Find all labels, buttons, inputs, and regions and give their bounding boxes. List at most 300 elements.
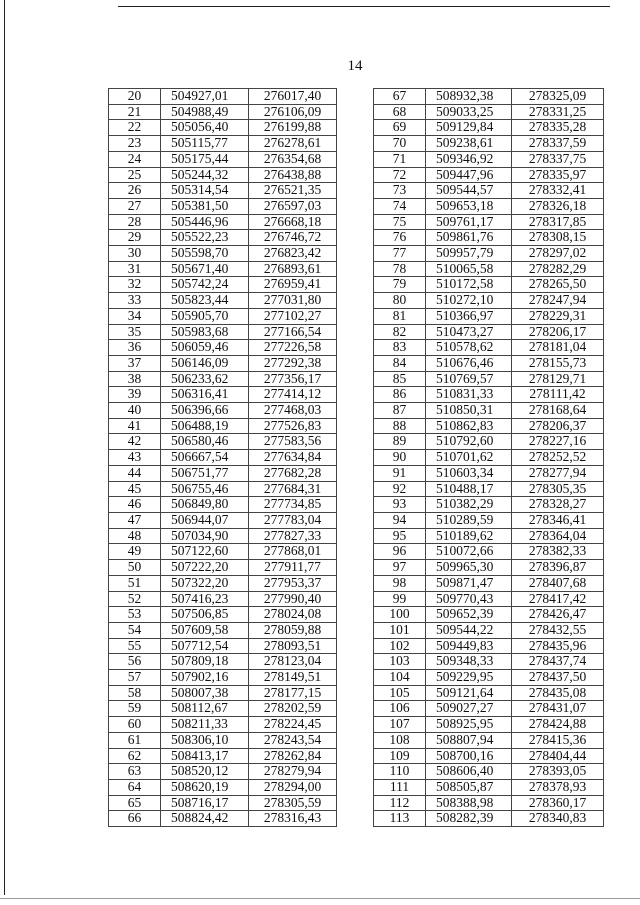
y-coordinate-cell: 278335,28 xyxy=(512,120,604,136)
point-number-cell: 90 xyxy=(374,450,426,466)
x-coordinate-cell: 507322,20 xyxy=(161,575,249,591)
y-coordinate-cell: 277583,56 xyxy=(249,434,337,450)
y-coordinate-cell: 277684,31 xyxy=(249,481,337,497)
table-row xyxy=(374,701,604,717)
x-coordinate-cell: 507902,16 xyxy=(161,670,249,686)
x-coordinate-cell: 504927,01 xyxy=(161,89,249,105)
y-coordinate-cell: 277102,27 xyxy=(249,308,337,324)
x-coordinate-cell: 509770,43 xyxy=(426,591,512,607)
point-number-cell: 100 xyxy=(374,607,426,623)
point-number-cell: 38 xyxy=(109,371,161,387)
table-row xyxy=(374,607,604,623)
table-row xyxy=(109,560,337,576)
y-coordinate-cell: 278177,15 xyxy=(249,685,337,701)
x-coordinate-cell: 508824,42 xyxy=(161,811,249,827)
x-coordinate-cell: 505522,23 xyxy=(161,230,249,246)
point-number-cell: 37 xyxy=(109,355,161,371)
point-number-cell: 80 xyxy=(374,293,426,309)
table-row xyxy=(109,214,337,230)
point-number-cell: 76 xyxy=(374,230,426,246)
y-coordinate-cell: 278206,37 xyxy=(512,418,604,434)
table-row xyxy=(109,528,337,544)
table-row xyxy=(374,371,604,387)
table-row xyxy=(374,277,604,293)
x-coordinate-cell: 507809,18 xyxy=(161,654,249,670)
table-row xyxy=(374,355,604,371)
point-number-cell: 30 xyxy=(109,246,161,262)
point-number-cell: 97 xyxy=(374,560,426,576)
table-row xyxy=(109,497,337,513)
x-coordinate-cell: 508388,98 xyxy=(426,795,512,811)
x-coordinate-cell: 505314,54 xyxy=(161,183,249,199)
y-coordinate-cell: 278326,18 xyxy=(512,198,604,214)
x-coordinate-cell: 505056,40 xyxy=(161,120,249,136)
x-coordinate-cell: 506316,41 xyxy=(161,387,249,403)
point-number-cell: 84 xyxy=(374,355,426,371)
x-coordinate-cell: 509027,27 xyxy=(426,701,512,717)
x-coordinate-cell: 510065,58 xyxy=(426,261,512,277)
table-row xyxy=(109,811,337,827)
table-row xyxy=(109,308,337,324)
point-number-cell: 34 xyxy=(109,308,161,324)
table-row xyxy=(109,764,337,780)
y-coordinate-cell: 276746,72 xyxy=(249,230,337,246)
x-coordinate-cell: 505905,70 xyxy=(161,308,249,324)
point-number-cell: 51 xyxy=(109,575,161,591)
x-coordinate-cell: 507609,58 xyxy=(161,622,249,638)
point-number-cell: 89 xyxy=(374,434,426,450)
point-number-cell: 55 xyxy=(109,638,161,654)
point-number-cell: 39 xyxy=(109,387,161,403)
table-row xyxy=(109,654,337,670)
point-number-cell: 53 xyxy=(109,607,161,623)
table-row xyxy=(374,638,604,654)
y-coordinate-cell: 277953,37 xyxy=(249,575,337,591)
point-number-cell: 104 xyxy=(374,670,426,686)
table-row xyxy=(374,622,604,638)
x-coordinate-cell: 509652,39 xyxy=(426,607,512,623)
y-coordinate-cell: 278415,36 xyxy=(512,732,604,748)
page-bottom-rule xyxy=(0,898,640,899)
point-number-cell: 91 xyxy=(374,465,426,481)
point-number-cell: 49 xyxy=(109,544,161,560)
x-coordinate-cell: 510701,62 xyxy=(426,450,512,466)
table-row xyxy=(109,481,337,497)
table-row xyxy=(374,748,604,764)
x-coordinate-cell: 509965,30 xyxy=(426,560,512,576)
y-coordinate-cell: 277526,83 xyxy=(249,418,337,434)
page-top-rule xyxy=(118,6,610,7)
y-coordinate-cell: 278277,94 xyxy=(512,465,604,481)
x-coordinate-cell: 510603,34 xyxy=(426,465,512,481)
table-row xyxy=(109,183,337,199)
table-row xyxy=(374,418,604,434)
page-number: 14 xyxy=(347,58,363,74)
y-coordinate-cell: 278229,31 xyxy=(512,308,604,324)
y-coordinate-cell: 278227,16 xyxy=(512,434,604,450)
table-row xyxy=(109,230,337,246)
table-row xyxy=(109,779,337,795)
table-row xyxy=(374,167,604,183)
x-coordinate-cell: 507712,54 xyxy=(161,638,249,654)
y-coordinate-cell: 276199,88 xyxy=(249,120,337,136)
x-coordinate-cell: 505671,40 xyxy=(161,261,249,277)
y-coordinate-cell: 278378,93 xyxy=(512,779,604,795)
table-row xyxy=(374,450,604,466)
x-coordinate-cell: 510382,29 xyxy=(426,497,512,513)
x-coordinate-cell: 509957,79 xyxy=(426,246,512,262)
y-coordinate-cell: 278294,00 xyxy=(249,779,337,795)
y-coordinate-cell: 276959,41 xyxy=(249,277,337,293)
table-row xyxy=(109,151,337,167)
point-number-cell: 54 xyxy=(109,622,161,638)
x-coordinate-cell: 508807,94 xyxy=(426,732,512,748)
y-coordinate-cell: 278265,50 xyxy=(512,277,604,293)
x-coordinate-cell: 509346,92 xyxy=(426,151,512,167)
x-coordinate-cell: 508932,38 xyxy=(426,89,512,105)
table-row xyxy=(109,795,337,811)
x-coordinate-cell: 510366,97 xyxy=(426,308,512,324)
point-number-cell: 48 xyxy=(109,528,161,544)
y-coordinate-cell: 278424,88 xyxy=(512,717,604,733)
x-coordinate-cell: 510676,46 xyxy=(426,355,512,371)
y-coordinate-cell: 276017,40 xyxy=(249,89,337,105)
x-coordinate-cell: 510578,62 xyxy=(426,340,512,356)
point-number-cell: 63 xyxy=(109,764,161,780)
y-coordinate-cell: 277292,38 xyxy=(249,355,337,371)
table-row xyxy=(109,465,337,481)
x-coordinate-cell: 506396,66 xyxy=(161,403,249,419)
table-row xyxy=(109,89,337,105)
table-row xyxy=(374,512,604,528)
point-number-cell: 112 xyxy=(374,795,426,811)
point-number-cell: 72 xyxy=(374,167,426,183)
table-row xyxy=(109,293,337,309)
table-row xyxy=(374,560,604,576)
y-coordinate-cell: 277990,40 xyxy=(249,591,337,607)
x-coordinate-cell: 508007,38 xyxy=(161,685,249,701)
table-row xyxy=(374,340,604,356)
y-coordinate-cell: 278282,29 xyxy=(512,261,604,277)
y-coordinate-cell: 278149,51 xyxy=(249,670,337,686)
table-row xyxy=(374,779,604,795)
point-number-cell: 50 xyxy=(109,560,161,576)
table-row xyxy=(374,214,604,230)
point-number-cell: 108 xyxy=(374,732,426,748)
point-number-cell: 58 xyxy=(109,685,161,701)
point-number-cell: 46 xyxy=(109,497,161,513)
table-row xyxy=(109,418,337,434)
x-coordinate-cell: 509761,17 xyxy=(426,214,512,230)
table-row xyxy=(109,167,337,183)
y-coordinate-cell: 278435,96 xyxy=(512,638,604,654)
x-coordinate-cell: 507222,20 xyxy=(161,560,249,576)
y-coordinate-cell: 278337,75 xyxy=(512,151,604,167)
point-number-cell: 61 xyxy=(109,732,161,748)
table-row xyxy=(109,591,337,607)
y-coordinate-cell: 276668,18 xyxy=(249,214,337,230)
x-coordinate-cell: 509229,95 xyxy=(426,670,512,686)
x-coordinate-cell: 504988,49 xyxy=(161,104,249,120)
y-coordinate-cell: 278437,50 xyxy=(512,670,604,686)
x-coordinate-cell: 505115,77 xyxy=(161,136,249,152)
point-number-cell: 26 xyxy=(109,183,161,199)
x-coordinate-cell: 508700,16 xyxy=(426,748,512,764)
point-number-cell: 35 xyxy=(109,324,161,340)
y-coordinate-cell: 278202,59 xyxy=(249,701,337,717)
table-row xyxy=(374,104,604,120)
point-number-cell: 83 xyxy=(374,340,426,356)
y-coordinate-cell: 278328,27 xyxy=(512,497,604,513)
y-coordinate-cell: 278308,15 xyxy=(512,230,604,246)
table-row xyxy=(374,717,604,733)
table-row xyxy=(109,607,337,623)
point-number-cell: 25 xyxy=(109,167,161,183)
table-row xyxy=(374,230,604,246)
table-row xyxy=(109,371,337,387)
point-number-cell: 68 xyxy=(374,104,426,120)
table-row xyxy=(109,544,337,560)
point-number-cell: 24 xyxy=(109,151,161,167)
x-coordinate-cell: 510172,58 xyxy=(426,277,512,293)
table-row xyxy=(109,732,337,748)
point-number-cell: 22 xyxy=(109,120,161,136)
table-row xyxy=(109,198,337,214)
y-coordinate-cell: 277634,84 xyxy=(249,450,337,466)
table-row xyxy=(374,293,604,309)
point-number-cell: 74 xyxy=(374,198,426,214)
y-coordinate-cell: 277468,03 xyxy=(249,403,337,419)
point-number-cell: 79 xyxy=(374,277,426,293)
point-number-cell: 110 xyxy=(374,764,426,780)
x-coordinate-cell: 505598,70 xyxy=(161,246,249,262)
x-coordinate-cell: 506488,19 xyxy=(161,418,249,434)
table-row xyxy=(374,528,604,544)
table-row xyxy=(374,387,604,403)
point-number-cell: 59 xyxy=(109,701,161,717)
y-coordinate-cell: 278407,68 xyxy=(512,575,604,591)
y-coordinate-cell: 278305,35 xyxy=(512,481,604,497)
x-coordinate-cell: 509449,83 xyxy=(426,638,512,654)
point-number-cell: 81 xyxy=(374,308,426,324)
x-coordinate-cell: 506667,54 xyxy=(161,450,249,466)
point-number-cell: 40 xyxy=(109,403,161,419)
x-coordinate-cell: 506849,80 xyxy=(161,497,249,513)
x-coordinate-cell: 508211,33 xyxy=(161,717,249,733)
x-coordinate-cell: 505742,24 xyxy=(161,277,249,293)
y-coordinate-cell: 278316,43 xyxy=(249,811,337,827)
x-coordinate-cell: 505823,44 xyxy=(161,293,249,309)
table-row xyxy=(374,198,604,214)
y-coordinate-cell: 277226,58 xyxy=(249,340,337,356)
point-number-cell: 65 xyxy=(109,795,161,811)
x-coordinate-cell: 505983,68 xyxy=(161,324,249,340)
x-coordinate-cell: 510792,60 xyxy=(426,434,512,450)
y-coordinate-cell: 278325,09 xyxy=(512,89,604,105)
y-coordinate-cell: 278305,59 xyxy=(249,795,337,811)
table-row xyxy=(109,638,337,654)
table-row xyxy=(109,670,337,686)
y-coordinate-cell: 278155,73 xyxy=(512,355,604,371)
y-coordinate-cell: 277911,77 xyxy=(249,560,337,576)
y-coordinate-cell: 278024,08 xyxy=(249,607,337,623)
y-coordinate-cell: 276438,88 xyxy=(249,167,337,183)
x-coordinate-cell: 508520,12 xyxy=(161,764,249,780)
point-number-cell: 109 xyxy=(374,748,426,764)
y-coordinate-cell: 278123,04 xyxy=(249,654,337,670)
x-coordinate-cell: 509861,76 xyxy=(426,230,512,246)
table-row xyxy=(374,654,604,670)
point-number-cell: 67 xyxy=(374,89,426,105)
y-coordinate-cell: 278206,17 xyxy=(512,324,604,340)
y-coordinate-cell: 278262,84 xyxy=(249,748,337,764)
point-number-cell: 88 xyxy=(374,418,426,434)
point-number-cell: 71 xyxy=(374,151,426,167)
x-coordinate-cell: 510831,33 xyxy=(426,387,512,403)
y-coordinate-cell: 278417,42 xyxy=(512,591,604,607)
y-coordinate-cell: 278331,25 xyxy=(512,104,604,120)
table-row xyxy=(109,434,337,450)
y-coordinate-cell: 278435,08 xyxy=(512,685,604,701)
table-row xyxy=(109,355,337,371)
table-row xyxy=(109,403,337,419)
point-number-cell: 66 xyxy=(109,811,161,827)
point-number-cell: 42 xyxy=(109,434,161,450)
x-coordinate-cell: 506751,77 xyxy=(161,465,249,481)
y-coordinate-cell: 277031,80 xyxy=(249,293,337,309)
y-coordinate-cell: 277166,54 xyxy=(249,324,337,340)
x-coordinate-cell: 509348,33 xyxy=(426,654,512,670)
point-number-cell: 98 xyxy=(374,575,426,591)
point-number-cell: 101 xyxy=(374,622,426,638)
table-row xyxy=(109,450,337,466)
table-row xyxy=(374,465,604,481)
x-coordinate-cell: 508925,95 xyxy=(426,717,512,733)
point-number-cell: 69 xyxy=(374,120,426,136)
x-coordinate-cell: 510488,17 xyxy=(426,481,512,497)
y-coordinate-cell: 278168,64 xyxy=(512,403,604,419)
table-row xyxy=(374,575,604,591)
x-coordinate-cell: 509447,96 xyxy=(426,167,512,183)
y-coordinate-cell: 276893,61 xyxy=(249,261,337,277)
point-number-cell: 93 xyxy=(374,497,426,513)
y-coordinate-cell: 278181,04 xyxy=(512,340,604,356)
point-number-cell: 87 xyxy=(374,403,426,419)
x-coordinate-cell: 510862,83 xyxy=(426,418,512,434)
y-coordinate-cell: 278432,55 xyxy=(512,622,604,638)
point-number-cell: 36 xyxy=(109,340,161,356)
page-left-edge xyxy=(4,0,5,895)
x-coordinate-cell: 505175,44 xyxy=(161,151,249,167)
x-coordinate-cell: 506059,46 xyxy=(161,340,249,356)
table-row xyxy=(109,717,337,733)
y-coordinate-cell: 278093,51 xyxy=(249,638,337,654)
x-coordinate-cell: 510289,59 xyxy=(426,512,512,528)
x-coordinate-cell: 509121,64 xyxy=(426,685,512,701)
x-coordinate-cell: 508716,17 xyxy=(161,795,249,811)
x-coordinate-cell: 510272,10 xyxy=(426,293,512,309)
coordinates-table-right xyxy=(373,88,604,827)
table-row xyxy=(109,685,337,701)
table-row xyxy=(109,701,337,717)
point-number-cell: 57 xyxy=(109,670,161,686)
point-number-cell: 96 xyxy=(374,544,426,560)
x-coordinate-cell: 510473,27 xyxy=(426,324,512,340)
y-coordinate-cell: 276278,61 xyxy=(249,136,337,152)
x-coordinate-cell: 505446,96 xyxy=(161,214,249,230)
x-coordinate-cell: 509544,57 xyxy=(426,183,512,199)
x-coordinate-cell: 509544,22 xyxy=(426,622,512,638)
y-coordinate-cell: 277682,28 xyxy=(249,465,337,481)
y-coordinate-cell: 278426,47 xyxy=(512,607,604,623)
y-coordinate-cell: 278317,85 xyxy=(512,214,604,230)
table-row xyxy=(374,591,604,607)
table-row xyxy=(109,261,337,277)
x-coordinate-cell: 506233,62 xyxy=(161,371,249,387)
point-number-cell: 85 xyxy=(374,371,426,387)
table-row xyxy=(109,120,337,136)
point-number-cell: 94 xyxy=(374,512,426,528)
table-row xyxy=(374,685,604,701)
x-coordinate-cell: 506146,09 xyxy=(161,355,249,371)
x-coordinate-cell: 507416,23 xyxy=(161,591,249,607)
point-number-cell: 32 xyxy=(109,277,161,293)
x-coordinate-cell: 510850,31 xyxy=(426,403,512,419)
table-row xyxy=(109,340,337,356)
point-number-cell: 45 xyxy=(109,481,161,497)
point-number-cell: 86 xyxy=(374,387,426,403)
point-number-cell: 105 xyxy=(374,685,426,701)
x-coordinate-cell: 508505,87 xyxy=(426,779,512,795)
y-coordinate-cell: 277734,85 xyxy=(249,497,337,513)
coordinates-table-left xyxy=(108,88,337,827)
y-coordinate-cell: 278247,94 xyxy=(512,293,604,309)
table-row xyxy=(374,324,604,340)
table-row xyxy=(374,670,604,686)
point-number-cell: 31 xyxy=(109,261,161,277)
x-coordinate-cell: 508620,19 xyxy=(161,779,249,795)
x-coordinate-cell: 508306,10 xyxy=(161,732,249,748)
y-coordinate-cell: 277868,01 xyxy=(249,544,337,560)
point-number-cell: 78 xyxy=(374,261,426,277)
table-row xyxy=(374,308,604,324)
y-coordinate-cell: 278364,04 xyxy=(512,528,604,544)
point-number-cell: 21 xyxy=(109,104,161,120)
x-coordinate-cell: 510189,62 xyxy=(426,528,512,544)
point-number-cell: 60 xyxy=(109,717,161,733)
point-number-cell: 64 xyxy=(109,779,161,795)
y-coordinate-cell: 278340,83 xyxy=(512,811,604,827)
y-coordinate-cell: 277783,04 xyxy=(249,512,337,528)
y-coordinate-cell: 278346,41 xyxy=(512,512,604,528)
point-number-cell: 92 xyxy=(374,481,426,497)
x-coordinate-cell: 509129,84 xyxy=(426,120,512,136)
point-number-cell: 47 xyxy=(109,512,161,528)
table-row xyxy=(374,151,604,167)
y-coordinate-cell: 278243,54 xyxy=(249,732,337,748)
table-row xyxy=(109,512,337,528)
point-number-cell: 111 xyxy=(374,779,426,795)
table-row xyxy=(374,497,604,513)
point-number-cell: 62 xyxy=(109,748,161,764)
table-row xyxy=(109,387,337,403)
point-number-cell: 29 xyxy=(109,230,161,246)
table-row xyxy=(374,183,604,199)
x-coordinate-cell: 507506,85 xyxy=(161,607,249,623)
point-number-cell: 82 xyxy=(374,324,426,340)
y-coordinate-cell: 278437,74 xyxy=(512,654,604,670)
y-coordinate-cell: 278382,33 xyxy=(512,544,604,560)
